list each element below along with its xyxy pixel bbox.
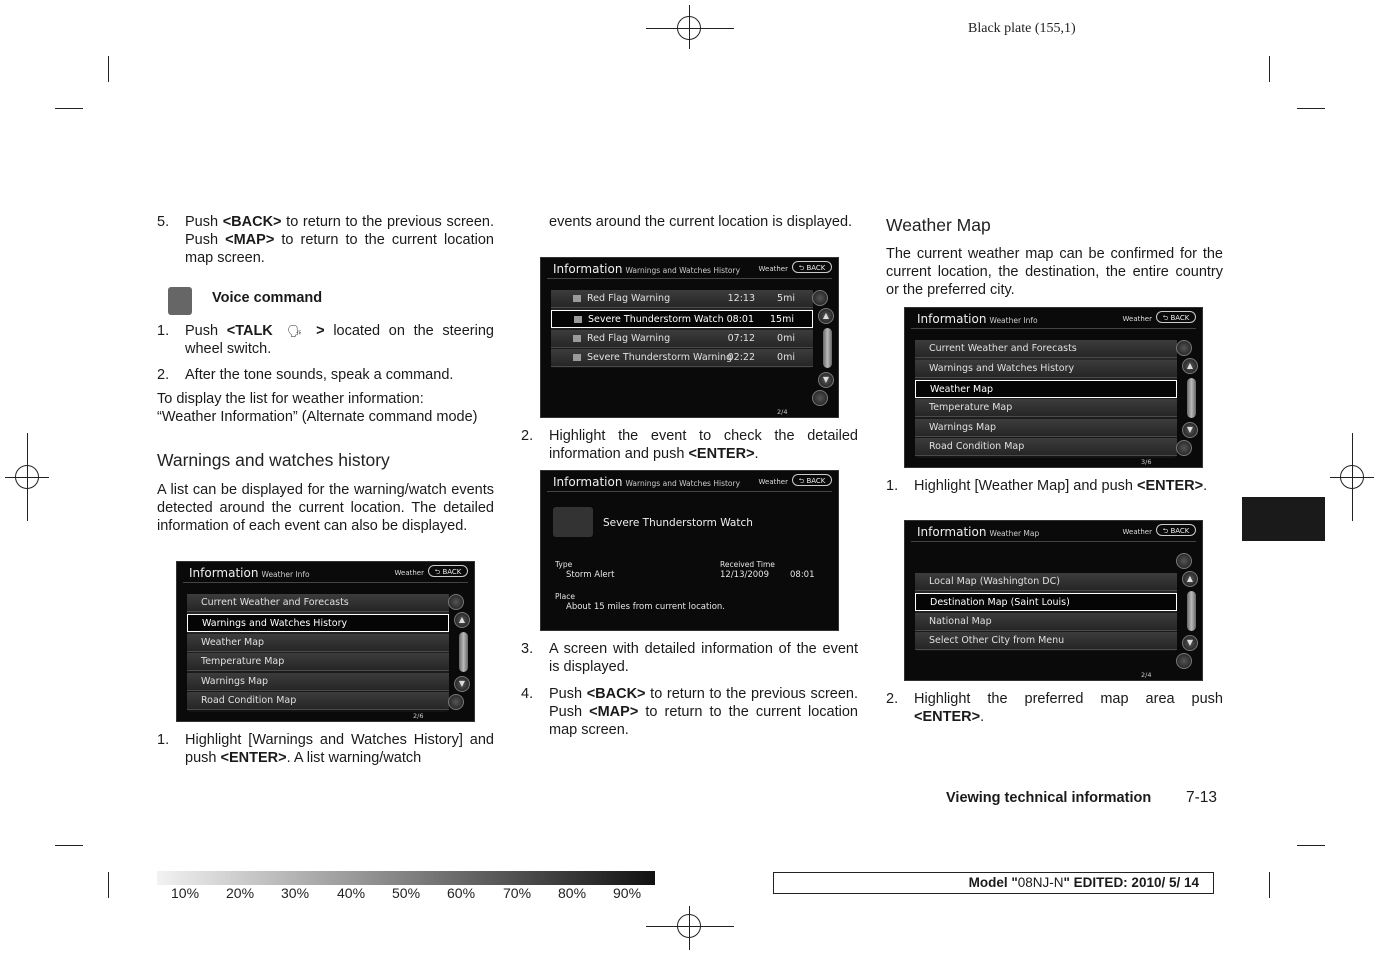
place-value: About 15 miles from current location.: [566, 602, 725, 612]
page-indicator: 3/6: [1141, 458, 1152, 466]
talk-icon: 🗣: [286, 324, 303, 338]
model-edited-box: Model "08NJ-N" EDITED: 2010/ 5/ 14: [773, 872, 1214, 894]
tint-percent: 30%: [281, 885, 310, 901]
crop-mark: [1269, 56, 1270, 82]
menu-item[interactable]: Road Condition Map: [915, 438, 1177, 456]
scroll-down-icon[interactable]: ▼: [1182, 422, 1198, 438]
step-number: 1.: [157, 732, 170, 748]
map-key: <MAP>: [225, 232, 275, 248]
map-option-selected[interactable]: Destination Map (Saint Louis): [915, 593, 1177, 611]
crop-mark: [1297, 108, 1325, 109]
scroll-top-icon[interactable]: [1176, 340, 1192, 356]
place-label: Place: [555, 592, 575, 601]
menu-item[interactable]: Warnings and Watches History: [915, 360, 1177, 378]
screen-title: Information Warnings and Watches History: [553, 475, 741, 489]
scroll-down-icon[interactable]: ▼: [454, 676, 470, 692]
section-footer: Viewing technical information: [946, 790, 1152, 806]
registration-mark: [15, 465, 39, 489]
display-line-2: “Weather Information” (Alternate command mode): [157, 409, 478, 425]
screen-info-menu-2: [904, 307, 1203, 468]
crop-mark: [55, 845, 83, 846]
step-number: 2.: [521, 428, 534, 444]
scroll-down-icon[interactable]: ▼: [818, 372, 834, 388]
tint-percent: 40%: [337, 885, 366, 901]
step-text: Push <TALK 🗣 > located on the steering wheel switch.: [185, 323, 494, 357]
tint-percent: 60%: [447, 885, 476, 901]
plate-label: Black plate (155,1): [968, 21, 1076, 36]
step-text: Push <BACK> to return to the previous screen. Push <MAP> to return to the current location map screen.: [549, 686, 858, 738]
event-title: Severe Thunderstorm Watch: [603, 517, 753, 529]
screen-event-detail: [540, 470, 839, 631]
page-indicator: 2/6: [413, 712, 424, 720]
screen-warnings-history: [540, 257, 839, 418]
voice-command-icon: [168, 287, 192, 315]
tint-percent: 80%: [558, 885, 587, 901]
model-code: 08NJ-N: [1017, 875, 1064, 890]
storm-icon: [553, 507, 593, 537]
page-number: 7-13: [1186, 789, 1218, 806]
screen-title: Information Weather Info: [189, 566, 310, 580]
event-row[interactable]: Red Flag Warning 07:12 0mi: [551, 330, 813, 348]
step-number: 2.: [157, 367, 170, 383]
back-key: <BACK>: [222, 214, 282, 230]
map-key: <MAP>: [589, 704, 639, 720]
menu-item[interactable]: Current Weather and Forecasts: [187, 594, 449, 612]
map-option[interactable]: National Map: [915, 613, 1177, 631]
screen-title: Information Weather Info: [917, 312, 1038, 326]
menu-item[interactable]: Temperature Map: [915, 399, 1177, 417]
scrollbar-track[interactable]: [1187, 378, 1196, 418]
back-button[interactable]: ⮌ BACK: [1156, 311, 1196, 323]
type-value: Storm Alert: [566, 570, 615, 580]
screen-title: Information Warnings and Watches History: [553, 262, 741, 276]
back-button[interactable]: ⮌ BACK: [792, 474, 832, 486]
weather-label: Weather: [758, 265, 788, 273]
page-indicator: 2/4: [1141, 671, 1152, 679]
registration-mark: [677, 914, 701, 938]
talk-key-close: >: [316, 323, 325, 339]
talk-key: <TALK: [226, 323, 273, 339]
menu-item[interactable]: Road Condition Map: [187, 692, 449, 710]
scroll-down-icon[interactable]: ▼: [1182, 635, 1198, 651]
screen-info-menu-1: [176, 561, 475, 722]
header-divider: [183, 582, 468, 583]
type-label: Type: [555, 560, 573, 569]
step-text: After the tone sounds, speak a command.: [185, 367, 454, 383]
event-list: [551, 290, 813, 368]
scroll-bottom-icon[interactable]: [448, 694, 464, 710]
step-text: Highlight the preferred map area push <ENTER>.: [914, 691, 1223, 725]
step-number: 3.: [521, 641, 534, 657]
header-divider: [547, 278, 832, 279]
voice-command-heading: Voice command: [212, 290, 323, 306]
header-divider: [547, 491, 832, 492]
menu-item-selected[interactable]: Weather Map: [915, 380, 1177, 398]
scrollbar-track[interactable]: [459, 632, 468, 672]
scroll-up-icon[interactable]: ▲: [1182, 571, 1198, 587]
section-heading: Warnings and watches history: [157, 450, 390, 470]
weather-label: Weather: [758, 478, 788, 486]
received-date: 12/13/2009: [720, 570, 769, 580]
continued-text: events around the current location is displayed.: [549, 214, 853, 230]
storm-icon: [573, 354, 581, 361]
display-line-1: To display the list for weather information:: [157, 391, 424, 407]
map-option[interactable]: Local Map (Washington DC): [915, 573, 1177, 591]
event-row-selected[interactable]: Severe Thunderstorm Watch 08:01 15mi: [551, 310, 813, 328]
scroll-bottom-icon[interactable]: [812, 390, 828, 406]
menu-item-selected[interactable]: Warnings and Watches History: [187, 614, 449, 632]
weather-label: Weather: [1122, 528, 1152, 536]
tint-percent: 70%: [503, 885, 532, 901]
map-option[interactable]: Select Other City from Menu: [915, 632, 1177, 650]
menu-list: [915, 340, 1177, 458]
step-number: 4.: [521, 686, 534, 702]
tint-percent: 50%: [392, 885, 421, 901]
screen-weather-map: [904, 520, 1203, 681]
scroll-bottom-icon[interactable]: [1176, 440, 1192, 456]
scroll-up-icon[interactable]: ▲: [818, 308, 834, 324]
step-number: 1.: [886, 478, 899, 494]
back-button[interactable]: ⮌ BACK: [428, 565, 468, 577]
registration-mark: [1340, 465, 1364, 489]
crop-mark: [108, 872, 109, 898]
step-number: 5.: [157, 214, 170, 230]
weather-map-heading: Weather Map: [886, 215, 991, 235]
header-divider: [911, 541, 1196, 542]
screen-title: Information Weather Map: [917, 525, 1040, 539]
page-indicator: 2/4: [777, 408, 788, 416]
weather-label: Weather: [1122, 315, 1152, 323]
back-key: <BACK>: [586, 686, 646, 702]
received-label: Received Time: [720, 560, 775, 569]
menu-item[interactable]: Current Weather and Forecasts: [915, 340, 1177, 358]
menu-item[interactable]: Warnings Map: [915, 419, 1177, 437]
tint-percent: 90%: [613, 885, 642, 901]
scroll-bottom-icon[interactable]: [1176, 653, 1192, 669]
storm-icon: [574, 316, 582, 323]
enter-key: <ENTER>: [688, 446, 755, 462]
section-paragraph: A list can be displayed for the warning/watch events detected around the current location. The detailed information of each event can also be displayed.: [157, 482, 494, 534]
warning-icon: [573, 295, 581, 302]
header-divider: [911, 328, 1196, 329]
scroll-up-icon[interactable]: ▲: [1182, 358, 1198, 374]
weather-label: Weather: [394, 569, 424, 577]
step-number: 2.: [886, 691, 899, 707]
tint-gradient-bar: [157, 871, 655, 885]
chapter-thumb-tab: [1242, 497, 1325, 541]
scroll-top-icon[interactable]: [448, 594, 464, 610]
registration-mark: [677, 16, 701, 40]
step-text: Push <BACK> to return to the previous screen. Push <MAP> to return to the current location map screen.: [185, 214, 494, 266]
weather-map-paragraph: The current weather map can be confirmed for the current location, the destination, the entire country or the preferred city.: [886, 246, 1223, 298]
scrollbar-track[interactable]: [823, 328, 832, 368]
tint-percent: 20%: [226, 885, 255, 901]
tint-percent: 10%: [171, 885, 200, 901]
menu-list: [187, 594, 449, 712]
scroll-up-icon[interactable]: ▲: [454, 612, 470, 628]
step-text: Highlight the event to check the detailed information and push <ENTER>.: [549, 428, 858, 462]
scroll-top-icon[interactable]: [1176, 553, 1192, 569]
step-text: Highlight [Weather Map] and push <ENTER>.: [914, 478, 1208, 494]
enter-key: <ENTER>: [1137, 478, 1204, 494]
menu-item[interactable]: Weather Map: [187, 634, 449, 652]
crop-mark: [1297, 845, 1325, 846]
event-row[interactable]: Severe Thunderstorm Warning 02:22 0mi: [551, 349, 813, 367]
enter-key: <ENTER>: [220, 750, 287, 766]
step-text: Highlight [Warnings and Watches History] and push <ENTER>. A list warning/watch: [185, 732, 494, 766]
back-button[interactable]: ⮌ BACK: [1156, 524, 1196, 536]
step-text: A screen with detailed information of the event is displayed.: [549, 641, 858, 675]
received-time: 08:01: [790, 570, 815, 580]
back-button[interactable]: ⮌ BACK: [792, 261, 832, 273]
menu-item[interactable]: Warnings Map: [187, 673, 449, 691]
enter-key: <ENTER>: [914, 709, 981, 725]
step-number: 1.: [157, 323, 170, 339]
crop-mark: [55, 108, 83, 109]
crop-mark: [108, 56, 109, 82]
scrollbar-track[interactable]: [1187, 591, 1196, 631]
menu-item[interactable]: Temperature Map: [187, 653, 449, 671]
crop-mark: [1269, 872, 1270, 898]
warning-icon: [573, 335, 581, 342]
scroll-top-icon[interactable]: [812, 290, 828, 306]
event-row[interactable]: Red Flag Warning 12:13 5mi: [551, 290, 813, 308]
map-list: [915, 573, 1177, 651]
